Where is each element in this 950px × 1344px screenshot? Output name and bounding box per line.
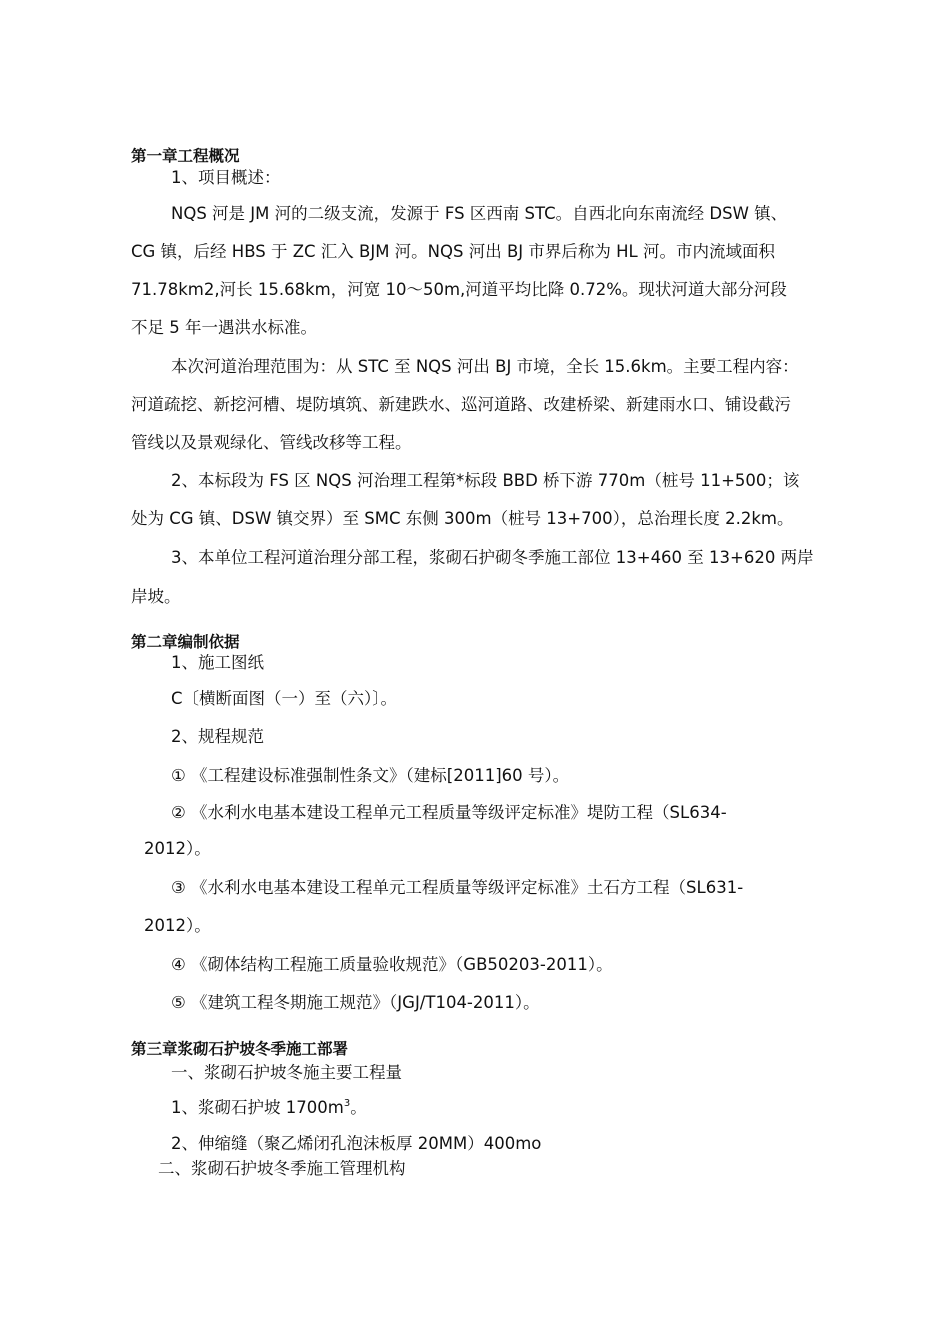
item-label: 2、规程规范 [171, 727, 264, 746]
quantity-text: 1、浆砌石护坡 1700m [171, 1098, 344, 1117]
chapter-1-title: 第一章工程概况 [131, 147, 240, 165]
chapter-3-title: 第三章浆砌石护坡冬季施工部署 [131, 1040, 349, 1058]
item-label: 1、项目概述： [171, 168, 281, 187]
paragraph-line: 管线以及景观绿化、管线改移等工程。 [131, 433, 412, 452]
spec-item-continued: 2012）。 [144, 839, 211, 858]
paragraph-line: 71.78km2,河长 15.68km，河宽 10～50m,河道平均比降 0.72%。现状河道大部分河段 [131, 280, 787, 299]
quantity-item: 2、伸缩缝（聚乙烯闭孔泡沫板厚 20MM）400mo [171, 1134, 542, 1153]
spec-item-continued: 2012）。 [144, 916, 211, 935]
paragraph-line: 不足 5 年一遇洪水标准。 [131, 318, 317, 337]
paragraph-line: NQS 河是 JM 河的二级支流，发源于 FS 区西南 STC。自西北向东南流经 DSW 镇、 [171, 204, 788, 223]
paragraph-line: 3、本单位工程河道治理分部工程，浆砌石护砌冬季施工部位 13+460 至 13+620 两岸 [171, 548, 814, 567]
paragraph-line: 本次河道治理范围为：从 STC 至 NQS 河出 BJ 市境，全长 15.6km。主要工程内容： [171, 357, 799, 376]
section-heading: 一、浆砌石护坡冬施主要工程量 [171, 1063, 402, 1082]
superscript: 3 [343, 1098, 351, 1109]
spec-item: ⑤ 《建筑工程冬期施工规范》（JGJ/T104-2011）。 [171, 993, 540, 1012]
drawings-line: C〔横断面图（一）至（六）〕。 [171, 689, 398, 708]
section-heading: 二、浆砌石护坡冬季施工管理机构 [158, 1159, 406, 1178]
quantity-end: 。 [350, 1098, 367, 1117]
paragraph-line: 处为 CG 镇、DSW 镇交界）至 SMC 东侧 300m（桩号 13+700），总治理长度 2.2km。 [131, 509, 794, 528]
paragraph-line: 岸坡。 [131, 587, 181, 606]
spec-item: ③ 《水利水电基本建设工程单元工程质量等级评定标准》土石方工程（SL631- [171, 878, 744, 897]
spec-item: ④ 《砌体结构工程施工质量验收规范》（GB50203-2011）。 [171, 955, 613, 974]
paragraph-line: 2、本标段为 FS 区 NQS 河治理工程第*标段 BBD 桥下游 770m（桩号 11+500；该 [171, 471, 800, 490]
quantity-item [171, 1098, 367, 1118]
paragraph-line: CG 镇，后经 HBS 于 ZC 汇入 BJM 河。NQS 河出 BJ 市界后称为 HL 河。市内流域面积 [131, 242, 775, 261]
chapter-2-title: 第二章编制依据 [131, 633, 240, 651]
spec-item: ② 《水利水电基本建设工程单元工程质量等级评定标准》堤防工程（SL634- [171, 803, 727, 822]
paragraph-line: 河道疏挖、新挖河槽、堤防填筑、新建跌水、巡河道路、改建桥梁、新建雨水口、铺设截污 [131, 395, 791, 414]
spec-item: ① 《工程建设标准强制性条文》（建标[2011]60 号）。 [171, 766, 570, 785]
item-label: 1、施工图纸 [171, 653, 264, 672]
